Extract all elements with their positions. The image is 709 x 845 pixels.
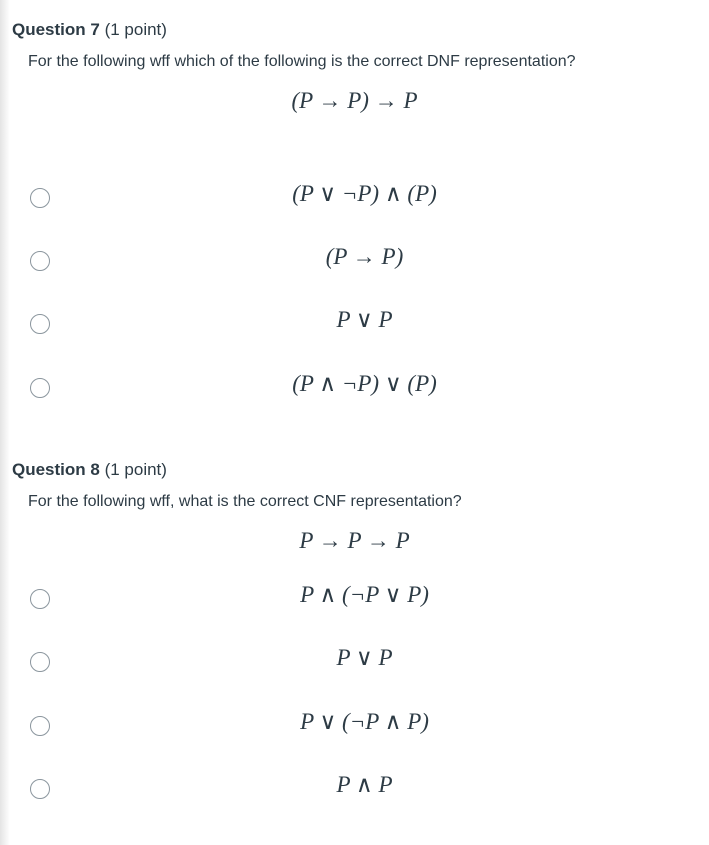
- question-text: For the following wff which of the following is the correct DNF representation?: [28, 53, 576, 70]
- question-title: Question 7: [12, 20, 100, 39]
- answer-option[interactable]: [0, 643, 709, 683]
- answer-label: P ∨ (¬P ∧ P): [300, 709, 429, 734]
- question-points: (1 point): [99, 20, 167, 39]
- answer-label: (P → P): [325, 244, 404, 269]
- answer-label: P ∨ P: [336, 307, 393, 332]
- question-text: For the following wff, what is the correct CNF representation?: [28, 493, 462, 510]
- question-header: [12, 20, 167, 40]
- answer-option[interactable]: [0, 580, 709, 620]
- question-points: (1 point): [99, 460, 167, 479]
- question-header: [12, 460, 167, 480]
- answer-label: P ∧ (¬P ∨ P): [300, 582, 429, 607]
- answer-option[interactable]: [0, 770, 709, 810]
- answer-option[interactable]: [0, 305, 709, 345]
- answer-option[interactable]: [0, 707, 709, 747]
- answer-option[interactable]: [0, 242, 709, 282]
- answer-option[interactable]: [0, 369, 709, 409]
- answer-label: P ∨ P: [336, 645, 393, 670]
- question-formula: (P → P) → P: [291, 88, 418, 113]
- answer-label: P ∧ P: [336, 772, 393, 797]
- answer-label: (P ∨ ¬P) ∧ (P): [292, 181, 437, 206]
- question-title: Question 8: [12, 460, 100, 479]
- answer-label: (P ∧ ¬P) ∨ (P): [292, 371, 437, 396]
- answer-option[interactable]: [0, 179, 709, 219]
- question-formula: P → P → P: [299, 528, 410, 553]
